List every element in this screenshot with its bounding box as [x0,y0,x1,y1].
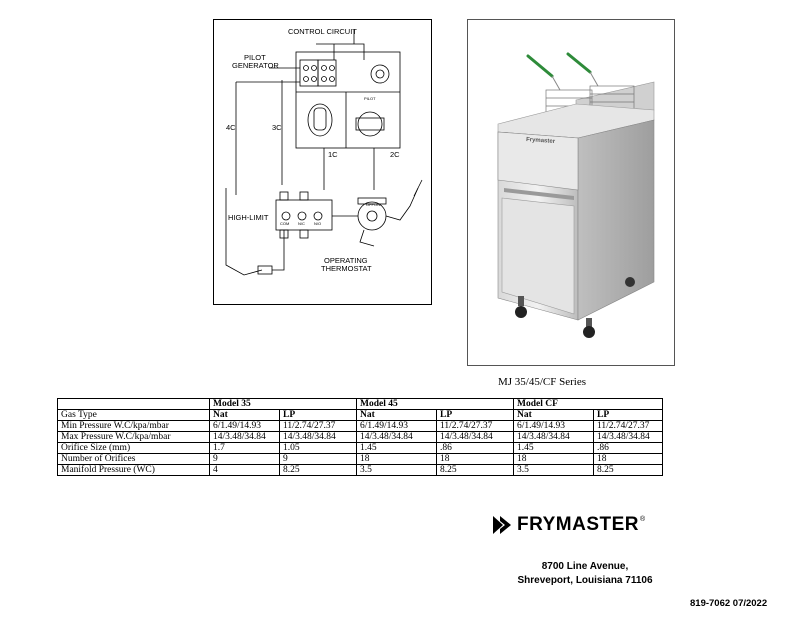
generator-label: GENERATOR [232,61,279,70]
gas-type-cell: Nat [210,410,280,421]
table-cell: 11/2.74/27.37 [437,421,514,432]
table-cell: 18 [357,454,437,465]
model-35-header: Model 35 [210,399,357,410]
table-cell: 9 [280,454,357,465]
gas-type-label: Gas Type [58,410,210,421]
row-label: Manifold Pressure (WC) [58,465,210,476]
row-label: Number of Orifices [58,454,210,465]
control-circuit-title: CONTROL CIRCUIT [288,27,357,36]
row-label: Max Pressure W.C/kpa/mbar [58,432,210,443]
table-cell: 3.5 [357,465,437,476]
thermostat-label: THERMOSTAT [321,264,372,273]
pilot-label: PILOT [244,53,266,62]
table-cell: 8.25 [437,465,514,476]
terminal-com-label: COM [280,221,290,226]
fryer-brand-plate: Frymaster [525,136,556,146]
table-cell: 11/2.74/27.37 [594,421,663,432]
brand-name: FRYMASTER [517,514,640,535]
gas-type-cell: Nat [514,410,594,421]
table-cell: 1.7 [210,443,280,454]
specs-table [57,398,663,476]
frymaster-logo-icon [491,514,513,536]
table-row [58,432,663,443]
table-cell: 14/3.48/34.84 [594,432,663,443]
table-cell: 14/3.48/34.84 [514,432,594,443]
table-cell: 6/1.49/14.93 [210,421,280,432]
wire-1c-label: 1C [328,150,338,159]
table-row [58,421,663,432]
table-cell: 6/1.49/14.93 [514,421,594,432]
address-line-2: Shreveport, Louisiana 71106 [517,575,653,586]
table-cell: 4 [210,465,280,476]
model-cf-header: Model CF [514,399,663,410]
pilot-tag-label: PILOT [364,96,376,101]
table-row [58,454,663,465]
table-cell: 1.45 [357,443,437,454]
wire-2c-label: 2C [390,150,400,159]
brand-trademark: ® [640,515,646,523]
table-cell: 14/3.48/34.84 [280,432,357,443]
table-cell: 18 [437,454,514,465]
fryer-photo [467,19,675,366]
row-label: Min Pressure W.C/kpa/mbar [58,421,210,432]
table-cell: .86 [594,443,663,454]
table-cell: 9 [210,454,280,465]
gas-type-cell: LP [594,410,663,421]
address-line-1: 8700 Line Avenue, [541,561,629,572]
table-cell: .86 [437,443,514,454]
table-row [58,465,663,476]
frymaster-logo [491,512,645,538]
table-cell: 8.25 [594,465,663,476]
wire-4c-label: 4C [226,123,236,132]
table-cell: 1.45 [514,443,594,454]
gas-type-cell: LP [280,410,357,421]
table-cell: 8.25 [280,465,357,476]
table-cell: 3.5 [514,465,594,476]
table-cell: 14/3.48/34.84 [210,432,280,443]
table-cell: 6/1.49/14.93 [357,421,437,432]
high-limit-label: HIGH-LIMIT [228,213,269,222]
table-cell: 18 [594,454,663,465]
gas-type-cell: Nat [357,410,437,421]
row-label: Orifice Size (mm) [58,443,210,454]
table-row [58,443,663,454]
gas-type-cell: LP [437,410,514,421]
valve-off-label: OFF [366,202,374,207]
series-caption: MJ 35/45/CF Series [498,376,587,388]
fryer-illustration [468,20,674,365]
terminal-nc-label: N/C [298,221,305,226]
wiring-diagram [213,19,432,305]
terminal-no-label: N/O [314,221,322,226]
valve-on-label: ON [374,202,380,207]
table-cell: 18 [514,454,594,465]
table-cell: 14/3.48/34.84 [357,432,437,443]
table-cell: 11/2.74/27.37 [280,421,357,432]
operating-label: OPERATING [324,256,368,265]
model-header-row [58,399,663,410]
gas-type-row [58,410,663,421]
table-cell: 14/3.48/34.84 [437,432,514,443]
wire-3c-label: 3C [272,123,282,132]
document-number: 819-7062 07/2022 [690,598,768,609]
model-45-header: Model 45 [357,399,514,410]
table-cell: 1.05 [280,443,357,454]
empty-header-cell [58,399,210,410]
